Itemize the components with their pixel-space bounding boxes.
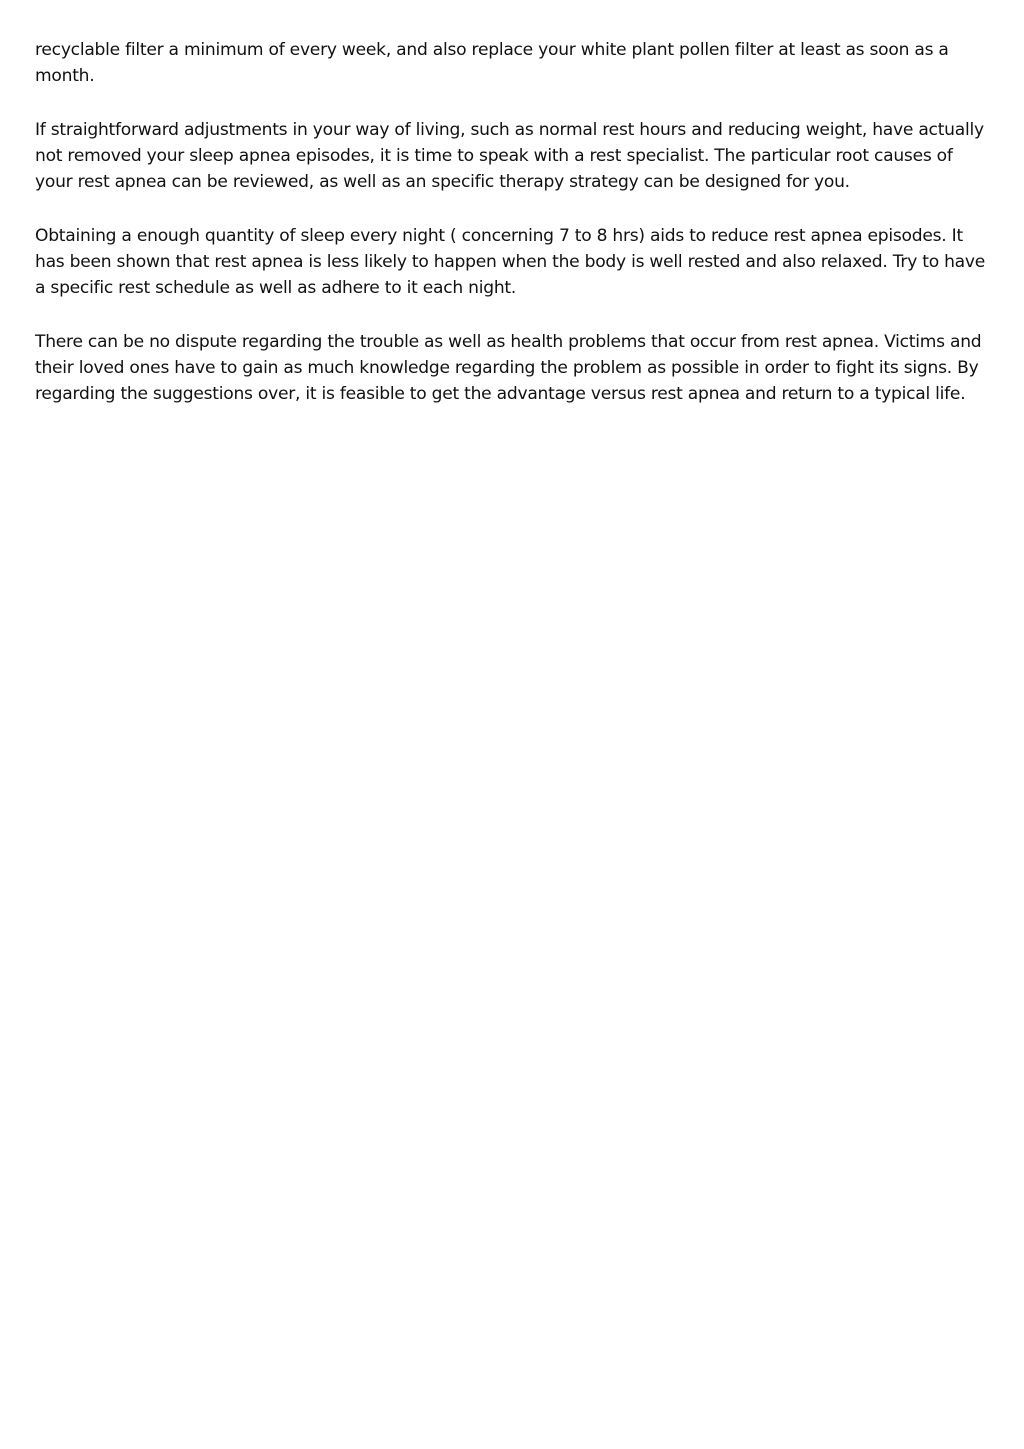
paragraph-sleep-quantity: Obtaining a enough quantity of sleep every night ( concerning 7 to 8 hrs) aids to reduce rest apnea episodes. It has been shown that rest apnea is less likely to happen when the body is well rested and also relaxed. Try to have a specific rest schedule as well as adhere to it each night. <box>35 226 986 298</box>
document-body <box>35 37 993 435</box>
paragraph-conclusion: There can be no dispute regarding the trouble as well as health problems that occur from rest apnea. Victims and their loved ones have to gain as much knowledge regarding the problem as possible in order to fight its signs. By regarding the suggestions over, it is feasible to get the advantage versus rest apnea and return to a typical life. <box>35 332 982 404</box>
paragraph-see-specialist: If straightforward adjustments in your way of living, such as normal rest hours and reducing weight, have actually not removed your sleep apnea episodes, it is time to speak with a rest specialist. The particular root causes of your rest apnea can be reviewed, as well as an specific therapy strategy can be designed for you. <box>35 120 984 192</box>
paragraph-filter-maintenance: recyclable filter a minimum of every week, and also replace your white plant pollen filter at least as soon as a month. <box>35 40 949 86</box>
